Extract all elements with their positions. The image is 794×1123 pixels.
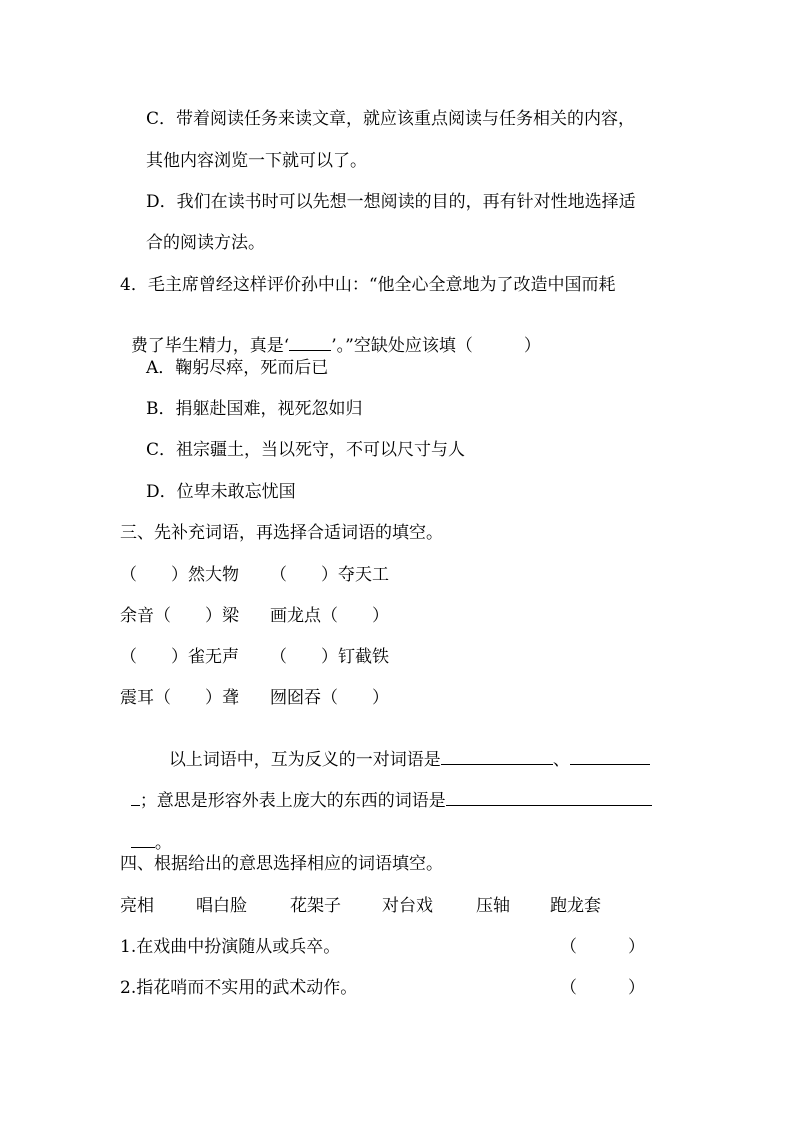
antonym-blank-2[interactable]: [570, 749, 650, 765]
section-3-fill-line3: [120, 815, 172, 852]
option-c-line2: 其他内容浏览一下就可以了。: [146, 151, 367, 171]
word-bank-item: 压轴: [476, 896, 510, 916]
answer-paren-1[interactable]: （ ）: [560, 937, 645, 957]
question-4-line2: [120, 318, 541, 355]
option-d-line2: 合的阅读方法。: [146, 233, 265, 253]
idiom-item: 震耳（ ）聋: [120, 688, 239, 708]
blank-separator: 、: [552, 750, 570, 770]
word-bank-item: 亮相: [120, 896, 154, 916]
idiom-item: 囫囵吞（ ）: [270, 688, 389, 708]
answer-paren-2[interactable]: （ ）: [560, 978, 645, 998]
answer-blank[interactable]: [289, 335, 331, 351]
word-bank-item: 跑龙套: [550, 896, 601, 916]
section-4-title: 四、根据给出的意思选择相应的词语填空。: [120, 854, 443, 874]
option-d-line1: D．我们在读书时可以先想一想阅读的目的，再有针对性地选择适: [146, 192, 636, 212]
meaning-blank[interactable]: [446, 790, 652, 806]
question-4-text-after-blank: ’。”空缺处应该填（ ）: [331, 336, 541, 356]
question-4-text-before-blank: 费了毕生精力，真是‘: [130, 336, 290, 356]
option-c-line1: C．带着阅读任务来读文章，就应该重点阅读与任务相关的内容，: [146, 109, 636, 129]
section-3-fill-line1: [158, 732, 650, 769]
idiom-item: （ ）雀无声: [120, 647, 239, 667]
idiom-item: 画龙点（ ）: [270, 606, 389, 626]
q4-option-c: C．祖宗疆土，当以死守，不可以尺寸与人: [146, 440, 466, 460]
meaning-prompt: ；意思是形容外表上庞大的东西的词语是: [139, 791, 446, 811]
idiom-item: 余音（ ）梁: [120, 606, 239, 626]
closing-period: 。: [154, 833, 172, 853]
idiom-item: （ ）夺天工: [270, 565, 389, 585]
word-bank-item: 对台戏: [382, 896, 433, 916]
q4-option-b: B．捐躯赴国难，视死忽如归: [146, 399, 363, 419]
question-4-line1: 4．毛主席曾经这样评价孙中山：“他全心全意地为了改造中国而耗: [120, 275, 616, 295]
word-bank-item: 花架子: [290, 896, 341, 916]
q4-option-a: A．鞠躬尽瘁，死而后已: [146, 358, 329, 378]
antonym-prompt: 以上词语中，互为反义的一对词语是: [168, 750, 441, 770]
antonym-blank-2-continued[interactable]: [131, 790, 140, 806]
idiom-item: （ ）然大物: [120, 565, 239, 585]
section-3-fill-line2: [120, 773, 652, 810]
idiom-item: （ ）钉截铁: [270, 647, 389, 667]
section-4-item-1: 1.在戏曲中扮演随从或兵卒。: [120, 937, 341, 957]
meaning-blank-continued[interactable]: [131, 832, 155, 848]
section-3-title: 三、先补充词语，再选择合适词语的填空。: [120, 523, 443, 543]
section-4-item-2: 2.指花哨而不实用的武术动作。: [120, 978, 358, 998]
word-bank-item: 唱白脸: [196, 896, 247, 916]
q4-option-d: D．位卑未敢忘忧国: [146, 482, 296, 502]
antonym-blank-1[interactable]: [441, 749, 553, 765]
